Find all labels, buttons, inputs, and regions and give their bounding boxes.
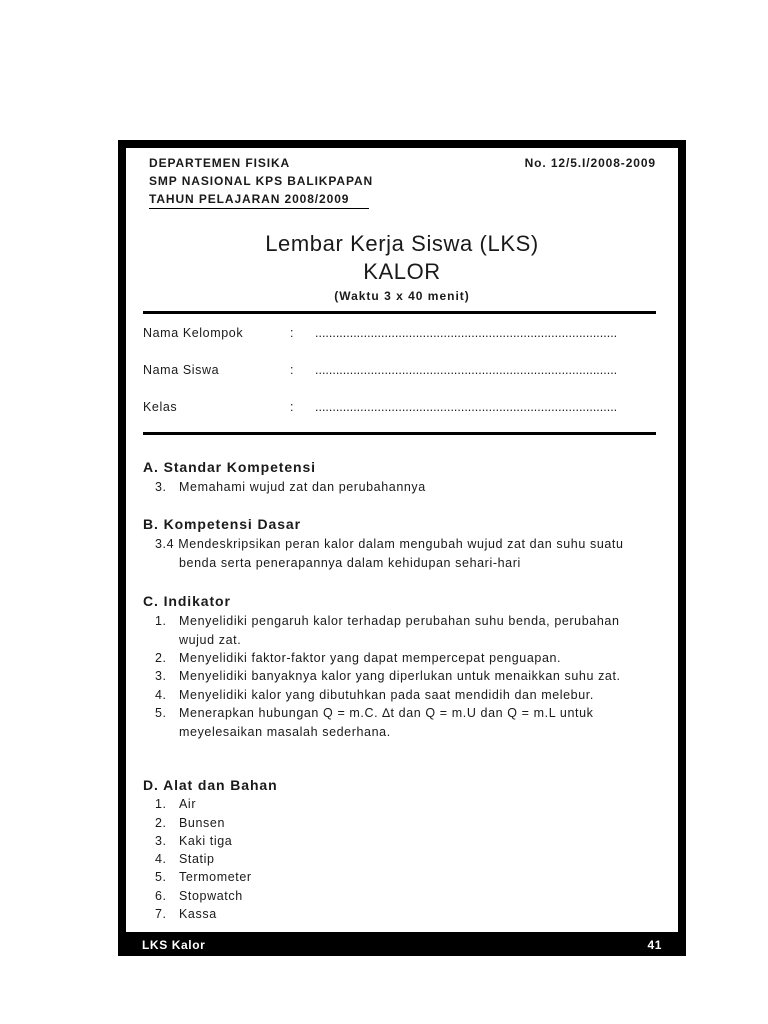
section-b-heading: B. Kompetensi Dasar xyxy=(143,516,301,532)
item-text: Statip xyxy=(179,852,215,866)
item-number: 2. xyxy=(155,651,167,665)
item-number: 4. xyxy=(155,852,167,866)
page-number: 41 xyxy=(647,938,662,952)
section-d-heading: D. Alat dan Bahan xyxy=(143,777,278,793)
field-label: Nama Kelompok xyxy=(143,326,244,340)
field-label: Kelas xyxy=(143,400,178,414)
worksheet-title xyxy=(126,230,678,286)
item-number: 3. xyxy=(155,834,167,848)
item-number: 6. xyxy=(155,889,167,903)
item-text: Stopwatch xyxy=(179,889,243,903)
item-text: Bunsen xyxy=(179,816,225,830)
field-label: Nama Siswa xyxy=(143,363,220,377)
header-year: TAHUN PELAJARAN 2008/2009 xyxy=(149,192,350,206)
field-colon: : xyxy=(290,326,295,340)
header-underline xyxy=(149,208,369,209)
duration-label: (Waktu 3 x 40 menit) xyxy=(334,289,470,303)
item-text: Memahami wujud zat dan perubahannya xyxy=(179,480,426,494)
field-colon: : xyxy=(290,363,295,377)
item-text: Termometer xyxy=(179,870,252,884)
item-text: Menyelidiki pengaruh kalor terhadap perubahan suhu benda, perubahan wujud zat. xyxy=(179,614,620,647)
section-c-heading: C. Indikator xyxy=(143,593,231,609)
field-blank[interactable]: ....................................................................................... xyxy=(315,326,618,340)
title-line1: Lembar Kerja Siswa (LKS) xyxy=(265,231,539,256)
item-number: 3. xyxy=(155,480,167,494)
item-number: 2. xyxy=(155,816,167,830)
item-number: 7. xyxy=(155,907,167,921)
field-blank[interactable]: ....................................................................................... xyxy=(315,363,618,377)
field-student-name[interactable] xyxy=(143,363,656,381)
item-text: Menerapkan hubungan Q = m.C. ∆t dan Q = m.U dan Q = m.L untuk meyelesaikan masalah sederhana. xyxy=(179,706,594,739)
item-text: 3.4 Mendeskripsikan peran kalor dalam mengubah wujud zat dan suhu suatu xyxy=(155,537,624,551)
header-institution xyxy=(149,154,373,208)
item-number: 4. xyxy=(155,688,167,702)
item-number: 1. xyxy=(155,797,167,811)
header-doc-number: No. 12/5.I/2008-2009 xyxy=(524,156,656,170)
item-number: 5. xyxy=(155,870,167,884)
field-colon: : xyxy=(290,400,295,414)
worksheet-page xyxy=(118,140,686,956)
section-a-heading: A. Standar Kompetensi xyxy=(143,459,316,475)
field-class[interactable] xyxy=(143,400,656,418)
divider-bottom xyxy=(143,432,656,435)
field-blank[interactable]: ....................................................................................... xyxy=(315,400,618,414)
item-text: Kaki tiga xyxy=(179,834,233,848)
item-text: Menyelidiki kalor yang dibutuhkan pada saat mendidih dan melebur. xyxy=(179,688,594,702)
footer-title: LKS Kalor xyxy=(142,938,206,952)
divider-top xyxy=(143,311,656,314)
field-group-name[interactable] xyxy=(143,326,656,344)
item-text: Kassa xyxy=(179,907,217,921)
item-text: Menyelidiki faktor-faktor yang dapat mempercepat penguapan. xyxy=(179,651,562,665)
title-line2: KALOR xyxy=(363,259,441,284)
worksheet-content xyxy=(126,148,678,932)
item-text: Air xyxy=(179,797,197,811)
header-school: SMP NASIONAL KPS BALIKPAPAN xyxy=(149,174,374,188)
item-text: benda serta penerapannya dalam kehidupan sehari-hari xyxy=(179,556,521,570)
item-number: 1. xyxy=(155,614,167,628)
item-text: Menyelidiki banyaknya kalor yang diperlukan untuk menaikkan suhu zat. xyxy=(179,669,621,683)
item-number: 3. xyxy=(155,669,167,683)
item-number: 5. xyxy=(155,706,167,720)
header-dept: DEPARTEMEN FISIKA xyxy=(149,156,291,170)
